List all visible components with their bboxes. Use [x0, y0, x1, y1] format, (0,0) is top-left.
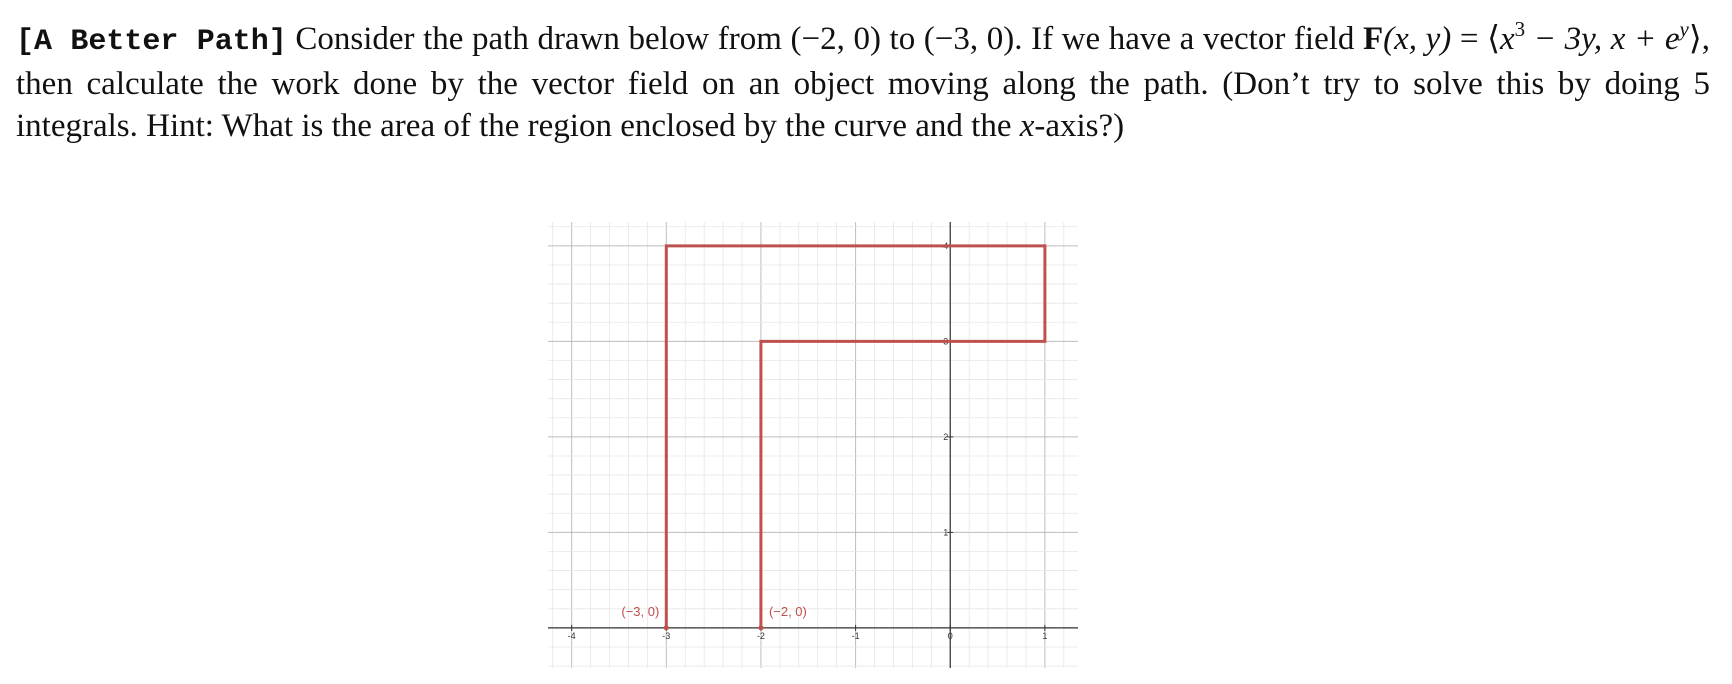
y-tick-label: 3 [943, 336, 949, 347]
grid [548, 222, 1078, 668]
equals-sign: = [1451, 21, 1488, 57]
problem-intro: Consider the path drawn below from (−2, 0) to (−3, 0). If we have a vector field [295, 21, 1363, 57]
component-1-base: x [1499, 21, 1515, 57]
x-tick-label: -2 [756, 630, 765, 641]
problem-tag: [A Better Path] [16, 25, 287, 59]
axis-variable: x [1019, 108, 1035, 144]
component-2-exponent: y [1679, 17, 1689, 41]
vector-close: ⟩ [1688, 21, 1702, 57]
component-2-base: e [1664, 21, 1680, 57]
x-tick-label: -3 [662, 630, 671, 641]
axes [548, 222, 1078, 668]
start-point-label: (−2, 0) [768, 603, 807, 619]
end-point [664, 625, 669, 630]
x-tick-label: 1 [1042, 630, 1048, 641]
field-name: F [1363, 21, 1384, 57]
y-tick-label: 2 [943, 431, 949, 442]
problem-ending: -axis?) [1034, 108, 1125, 144]
component-1-rest: − 3y, x + [1525, 21, 1665, 57]
y-tick-label: 4 [943, 240, 949, 251]
x-tick-label: 0 [947, 630, 953, 641]
labels [621, 604, 807, 619]
component-1-exponent: 3 [1514, 17, 1526, 41]
x-tick-label: -4 [567, 630, 576, 641]
problem-task: , then calculate the work done by the vector field on an object moving along the path. (Don’t try to solve this by doing 5 integrals. Hint: What is the area of the region enclosed by the curve and the [16, 21, 1710, 144]
end-point-label: (−3, 0) [621, 603, 660, 619]
x-tick-label: -1 [851, 630, 860, 641]
problem-statement [16, 18, 1710, 147]
start-point [758, 625, 763, 630]
vector-open: ⟨ [1487, 21, 1500, 57]
path-graph [548, 222, 1078, 668]
field-args: (x, y) [1383, 21, 1452, 57]
y-tick-label: 1 [943, 527, 949, 538]
